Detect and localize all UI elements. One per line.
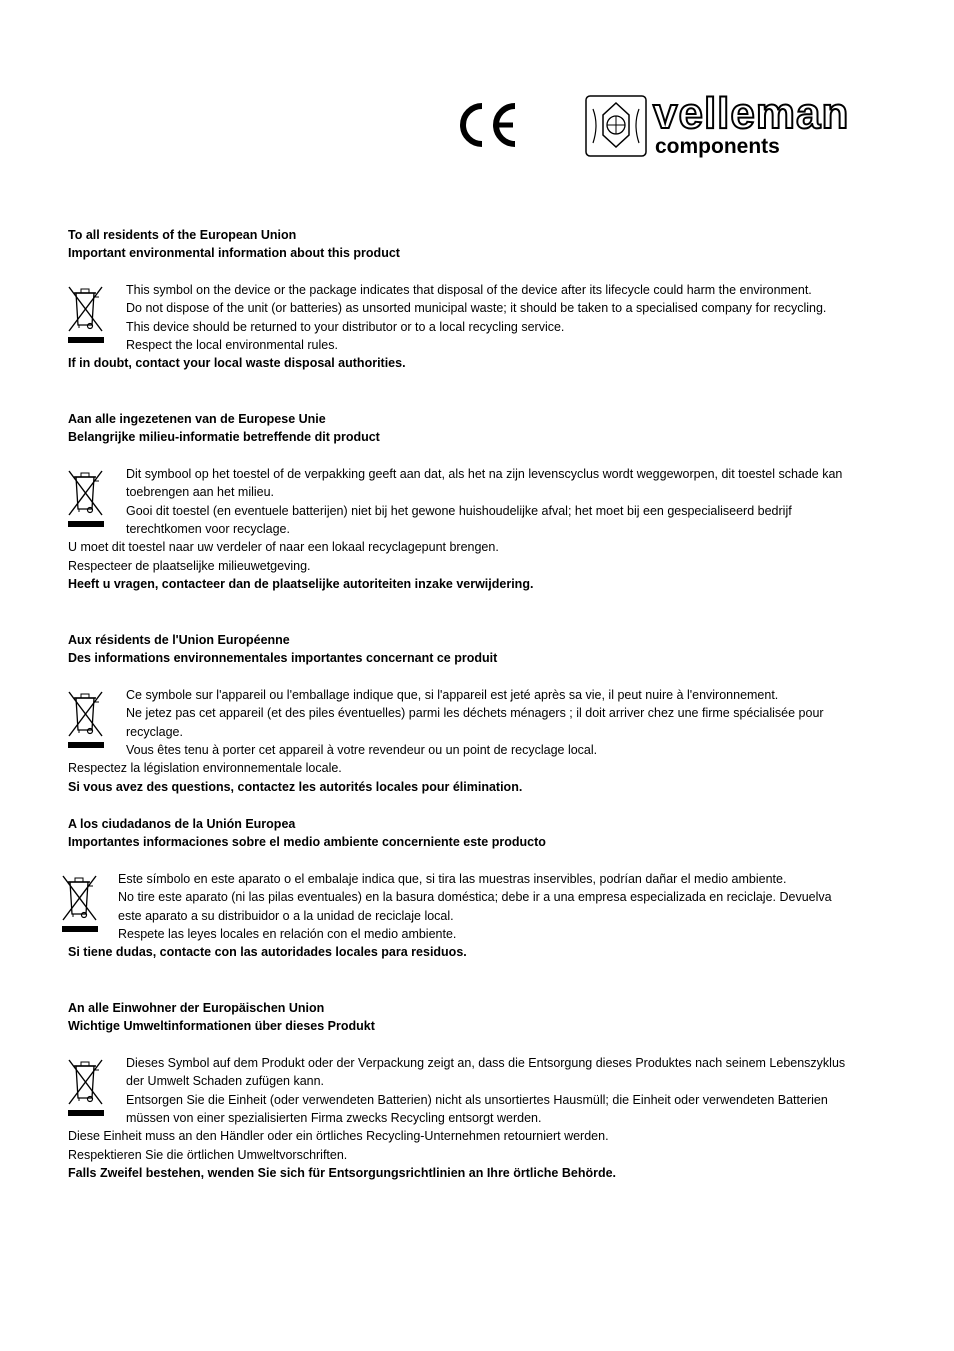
body-line: este aparato a su distribuidor o a la unidad de reciclaje local. (118, 908, 454, 923)
closing-line: Falls Zweifel bestehen, wenden Sie sich für Entsorgungsrichtlinien an Ihre örtliche Behörde. (68, 1166, 617, 1181)
section-body (68, 870, 898, 962)
closing-line: If in doubt, contact your local waste disposal authorities. (68, 356, 406, 371)
crossed-bin-icon (66, 690, 106, 748)
section-english (68, 226, 898, 373)
crossed-bin-icon (66, 285, 106, 343)
brand-sub: components (655, 135, 780, 158)
section-subheading: Belangrijke milieu-informatie betreffende dit product (68, 430, 380, 445)
body-line: Respectez la législation environnementale locale. (68, 761, 342, 776)
crossed-bin-icon (66, 1058, 106, 1116)
body-line: der Umwelt Schaden zufügen kann. (126, 1074, 325, 1089)
body-line: Gooi dit toestel (en eventuele batterijen) niet bij het gewone huishoudelijke afval; het moet bij een gespecialiseerd bedrijf (126, 503, 792, 518)
section-body (68, 686, 898, 796)
velleman-crest-icon (585, 95, 647, 157)
section-spanish (68, 815, 898, 962)
section-body (68, 281, 898, 373)
section-french (68, 631, 898, 796)
section-subheading: Des informations environnementales importantes concernant ce produit (68, 651, 498, 666)
section-german (68, 999, 898, 1183)
section-body (68, 1054, 898, 1183)
body-line: toebrengen aan het milieu. (126, 485, 275, 500)
section-subheading: Important environmental information about this product (68, 246, 400, 261)
body-line: This device should be returned to your distributor or to a local recycling service. (126, 319, 565, 334)
brand-name: velleman (653, 89, 850, 138)
body-line: Dit symbool op het toestel of de verpakking geeft aan dat, als het na zijn levenscyclus wordt weggeworpen, dit toestel schade kan (126, 466, 843, 481)
body-line: This symbol on the device or the package indicates that disposal of the device after its lifecycle could harm the environment. (126, 282, 812, 297)
section-heading: Aan alle ingezetenen van de Europese Unie (68, 412, 326, 426)
closing-line: Si tiene dudas, contacte con las autoridades locales para residuos. (68, 945, 467, 960)
ce-mark-icon (455, 100, 519, 150)
section-dutch (68, 410, 898, 594)
body-line: U moet dit toestel naar uw verdeler of naar een lokaal recyclagepunt brengen. (68, 540, 499, 555)
body-line: Do not dispose of the unit (or batteries) as unsorted municipal waste; it should be taken to a specialised company for recycling. (126, 301, 827, 316)
body-line: No tire este aparato (ni las pilas eventuales) en la basura doméstica; debe ir a una empresa especializada en reciclaje. Devuelva (118, 890, 832, 905)
body-line: Este símbolo en este aparato o el embalaje indica que, si tira las muestras inservibles, podrían dañar el medio ambiente. (118, 871, 787, 886)
body-line: Respect the local environmental rules. (126, 338, 338, 353)
body-line: Ne jetez pas cet appareil (et des piles éventuelles) parmi les déchets ménagers ; il doit arriver chez une firme spécialisée pour (126, 706, 824, 721)
section-body (68, 465, 898, 594)
crossed-bin-icon (60, 874, 100, 932)
section-heading: To all residents of the European Union (68, 228, 297, 242)
body-line: Vous êtes tenu à porter cet appareil à votre revendeur ou un point de recyclage local. (126, 743, 598, 758)
closing-line: Heeft u vragen, contacteer dan de plaatselijke autoriteiten inzake verwijdering. (68, 577, 534, 592)
body-line: Dieses Symbol auf dem Produkt oder der Verpackung zeigt an, dass die Entsorgung dieses Produktes nach seinem Lebenszyklus (126, 1055, 846, 1070)
body-line: müssen von einer spezialisierten Firma zwecks Recycling entsorgt werden. (126, 1111, 542, 1126)
section-subheading: Importantes informaciones sobre el medio ambiente concerniente este producto (68, 835, 546, 850)
section-heading: A los ciudadanos de la Unión Europea (68, 817, 296, 831)
body-line: terechtkomen voor recyclage. (126, 522, 290, 537)
body-line: Respecteer de plaatselijke milieuwetgeving. (68, 558, 311, 573)
body-line: Respektieren Sie die örtlichen Umweltvorschriften. (68, 1147, 348, 1162)
section-heading: An alle Einwohner der Europäischen Union (68, 1001, 325, 1015)
closing-line: Si vous avez des questions, contactez les autorités locales pour élimination. (68, 779, 523, 794)
velleman-logo (585, 89, 865, 161)
body-line: Respete las leyes locales en relación con el medio ambiente. (118, 927, 457, 942)
header-logos (455, 89, 875, 165)
body-line: Ce symbole sur l'appareil ou l'emballage indique que, si l'appareil est jeté après sa vie, il peut nuire à l'environnement. (126, 687, 779, 702)
body-line: recyclage. (126, 724, 183, 739)
body-line: Entsorgen Sie die Einheit (oder verwendeten Batterien) nicht als unsortiertes Hausmüll; die Einheit oder verwendeten Batterien (126, 1092, 828, 1107)
crossed-bin-icon (66, 469, 106, 527)
body-line: Diese Einheit muss an den Händler oder ein örtliches Recycling-Unternehmen retourniert werden. (68, 1129, 609, 1144)
section-heading: Aux résidents de l'Union Européenne (68, 633, 290, 647)
section-subheading: Wichtige Umweltinformationen über dieses Produkt (68, 1019, 375, 1034)
